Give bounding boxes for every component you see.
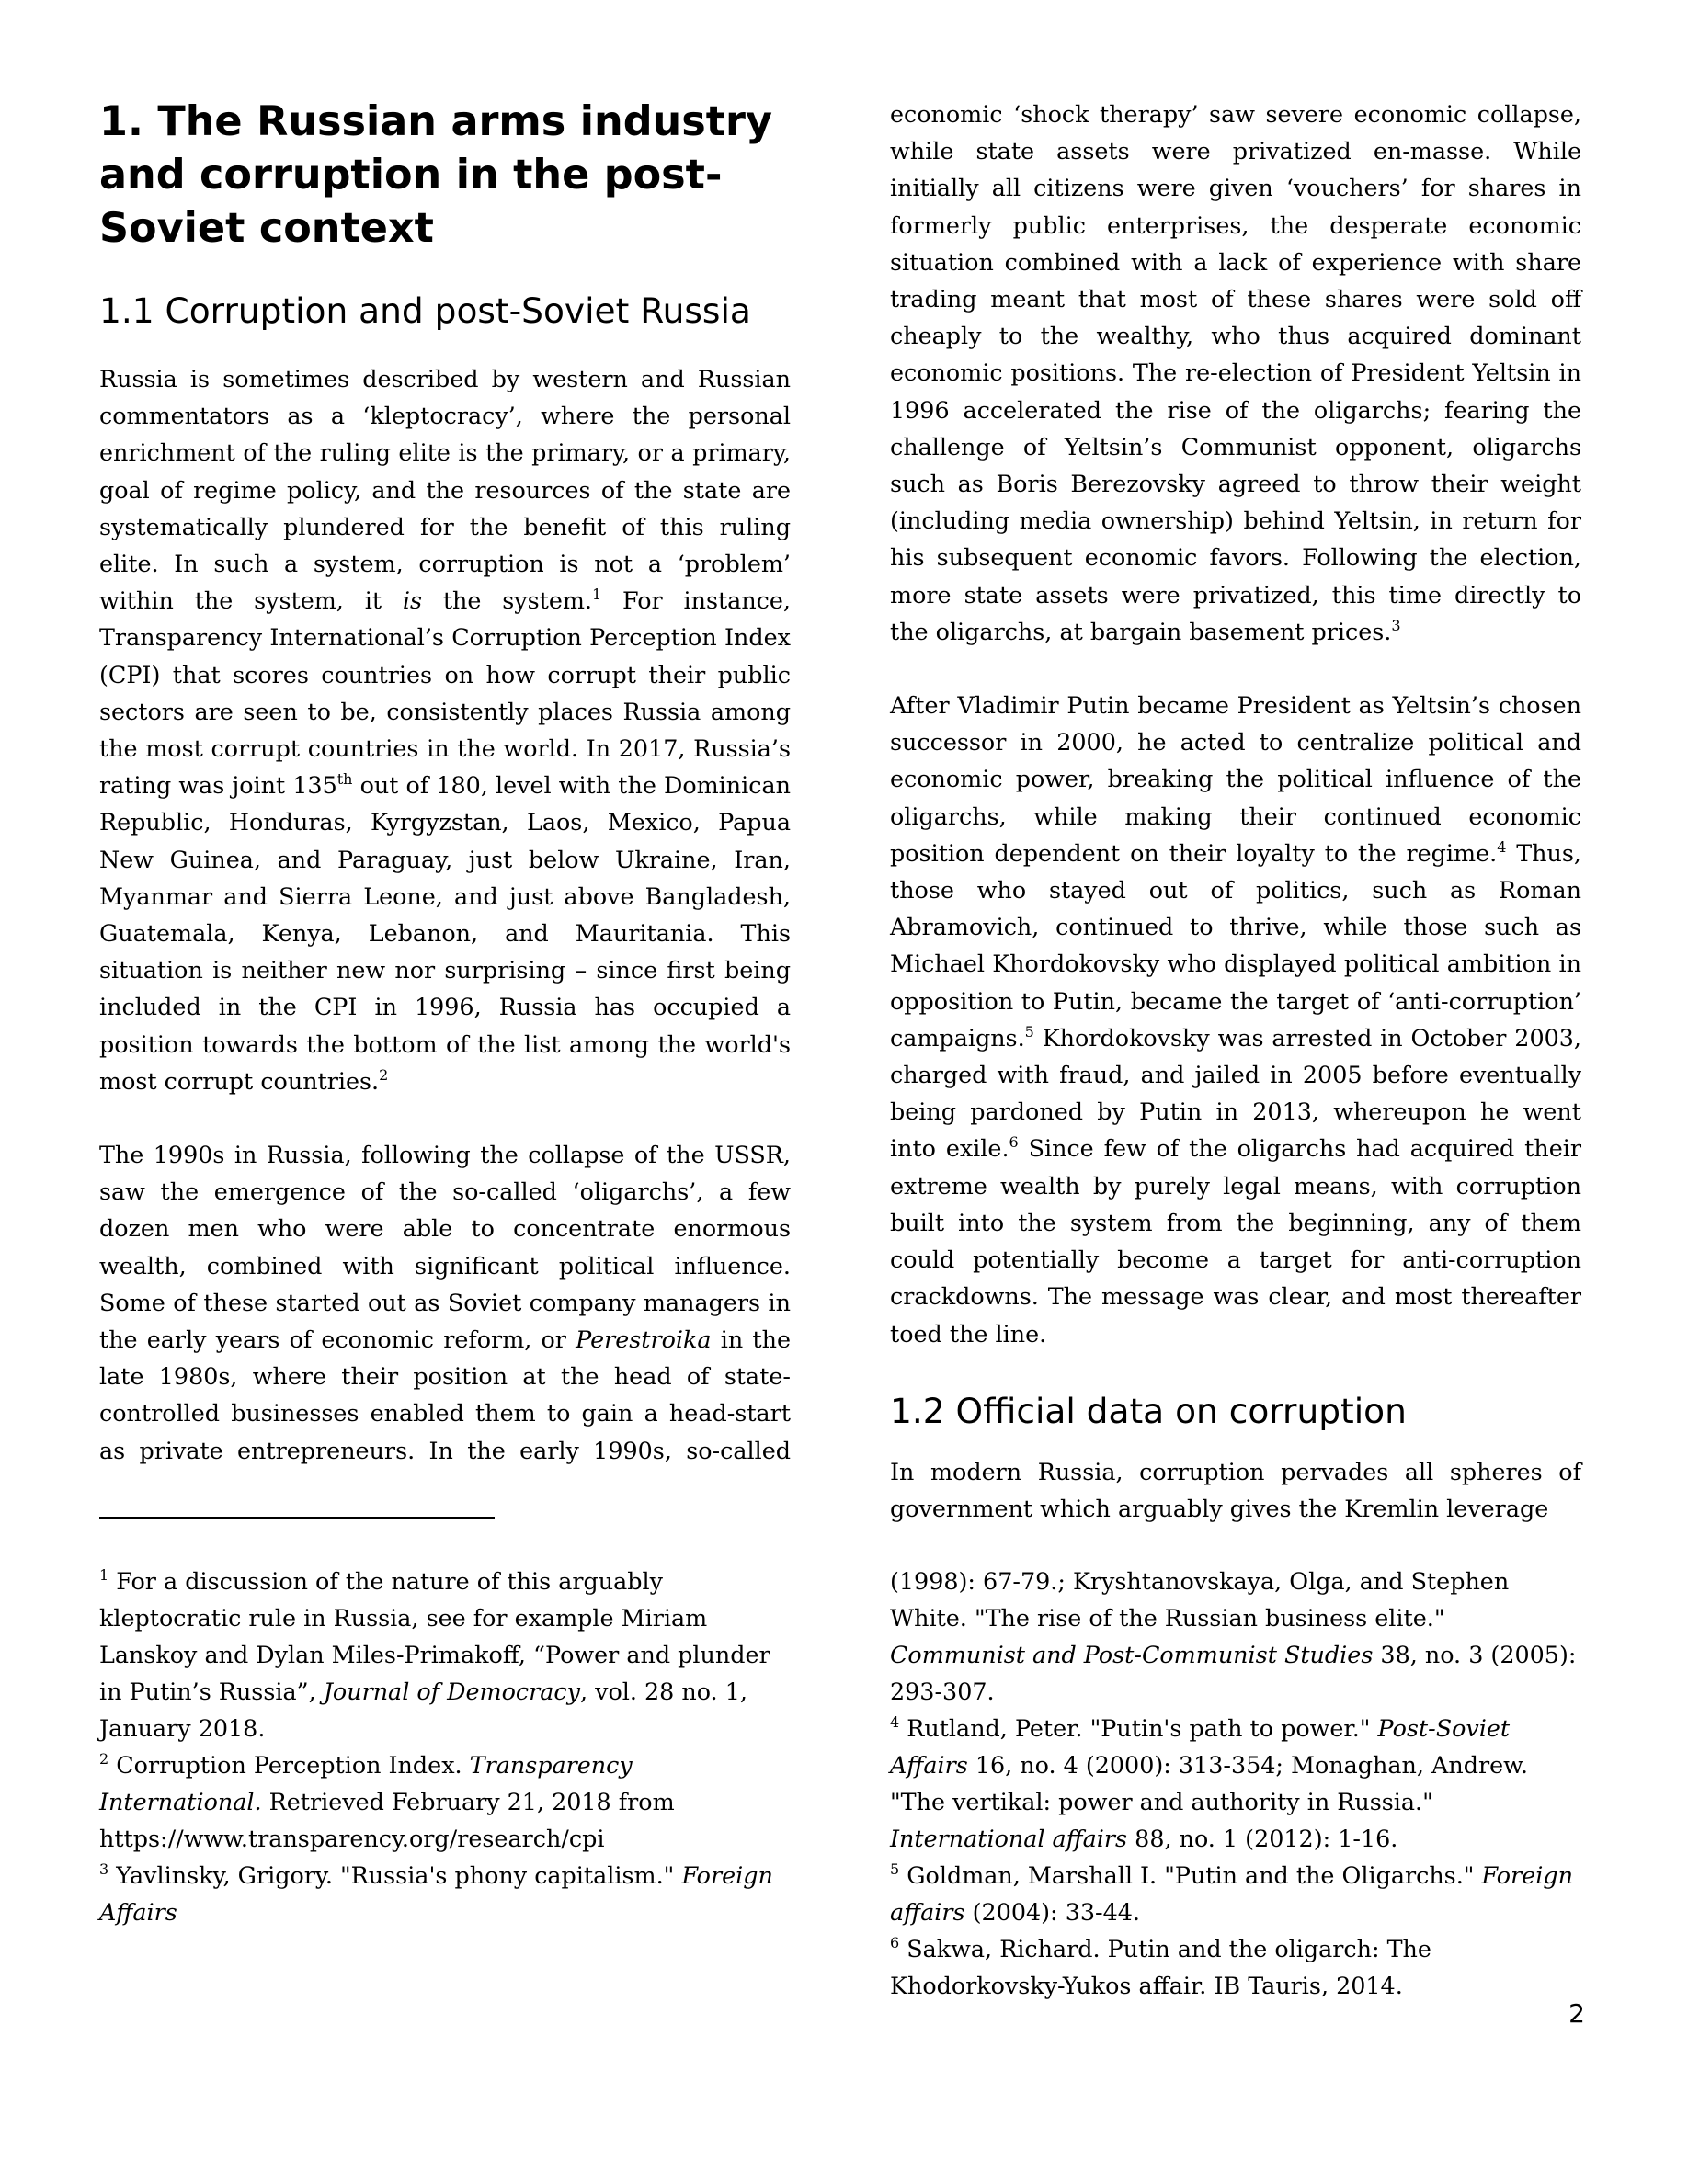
footnote-text: 88, no. 1 (2012): 1-16.: [1127, 1825, 1398, 1852]
paragraph-text: Thus, those who stayed out of politics, such as Roman Abramovich, continued to thrive, while those such as Michael Khordokovsky who displayed political ambition in opposition to Putin, became the target of ‘anti-corruption’ campaigns.: [890, 838, 1581, 1052]
right-column: [890, 96, 1581, 1527]
emphasis-text: Perestroika: [576, 1325, 712, 1354]
footnote-ref-2[interactable]: 2: [379, 1065, 389, 1084]
footnote-ref-1[interactable]: 1: [592, 586, 602, 604]
footnote-text: 16, no. 4 (2000): 313-354; Monaghan, Andrew. "The vertikal: power and authority in Russia.": [890, 1751, 1528, 1815]
paragraph-text: The 1990s in Russia, following the collapse of the USSR, saw the emergence of the so-called ‘oligarchs’, a few dozen men who were able to concentrate enormous wealth, combined with significant political influence. Some of these started out as Soviet company managers in the early years of economic reform, or: [99, 1141, 791, 1354]
footnote-text-with-link[interactable]: Retrieved February 21, 2018 from https://www.transparency.org/research/cpi: [99, 1788, 675, 1852]
page-number: 2: [1568, 1998, 1585, 2029]
footnote-text: Rutland, Peter. "Putin's path to power.": [899, 1714, 1378, 1742]
footnote-ref-5[interactable]: 5: [1024, 1022, 1034, 1041]
footnote-number: 1: [99, 1566, 109, 1584]
footnotes-right: [890, 1563, 1581, 2004]
footnote-1: [99, 1563, 791, 1746]
paragraph-text: Since few of the oligarchs had acquired their extreme wealth by purely legal means, with corruption built into the system from the beginning, any of them could potentially become a target for anti-corruption crackdowns. The message was clear, and most thereafter toed the line.: [890, 1134, 1581, 1348]
paragraph-text: Russia is sometimes described by western and Russian commentators as a ‘kleptocracy’, where the personal enrichment of the ruling elite is the primary, or a primary, goal of regime policy, and the resources of the state are systematically plundered for the benefit of this ruling elite. In such a system, corruption is not a ‘problem’ within the system, it: [99, 365, 791, 615]
footnote-3-continued: [890, 1563, 1581, 1710]
footnote-number: 3: [99, 1860, 109, 1878]
footnote-italic: Journal of Democracy: [323, 1678, 580, 1705]
left-column: [99, 96, 791, 1506]
footnote-text: (1998): 67-79.; Kryshtanovskaya, Olga, and Stephen White. "The rise of the Russian business elite.": [890, 1567, 1510, 1632]
paragraph-text: in the late 1980s, where their position at the head of state-controlled businesses enabled them to gain a head-start as private entrepreneurs. In the early 1990s, so-called: [99, 1325, 791, 1464]
footnote-6: [890, 1930, 1581, 2004]
paragraph-text: out of 180, level with the Dominican Republic, Honduras, Kyrgyzstan, Laos, Mexico, Papua New Guinea, and Paraguay, just below Ukraine, Iran, Myanmar and Sierra Leone, and just above Bangladesh, Guatemala, Kenya, Lebanon, and Mauritania. This situation is neither new nor surprising – since first being included in the CPI in 1996, Russia has occupied a position towards the bottom of the list among the world's most corrupt countries.: [99, 771, 791, 1095]
emphasis-text: is: [402, 586, 422, 615]
footnote-text: 38, no. 3 (2005): 293-307.: [890, 1641, 1577, 1705]
footnote-2: [99, 1746, 791, 1857]
paragraph-text: After Vladimir Putin became President as Yeltsin’s chosen successor in 2000, he acted to centralize political and economic power, breaking the political influence of the oligarchs, while making their continued economic position dependent on their loyalty to the regime.: [890, 691, 1581, 867]
footnote-5: [890, 1857, 1581, 1930]
footnote-3: [99, 1857, 791, 1930]
paragraph-text: economic ‘shock therapy’ saw severe economic collapse, while state assets were privatized en-masse. While initially all citizens were given ‘vouchers’ for shares in formerly public enterprises, the desperate economic situation combined with a lack of experience with share trading meant that most of these shares were sold off cheaply to the wealthy, who thus acquired dominant economic positions. The re-election of President Yeltsin in 1996 accelerated the rise of the oligarchs; fearing the challenge of Yeltsin’s Communist opponent, oligarchs such as Boris Berezovsky agreed to throw their weight (including media ownership) behind Yeltsin, in return for his subsequent economic favors. Following the election, more state assets were privatized, this time directly to the oligarchs, at bargain basement prices.: [890, 100, 1581, 645]
footnote-ref-4[interactable]: 4: [1497, 837, 1507, 856]
paragraph-text: Khordokovsky was arrested in October 2003, charged with fraud, and jailed in 2005 before eventually being pardoned by Putin in 2013, whereupon he went into exile.: [890, 1023, 1581, 1163]
footnote-italic: Foreign affairs: [890, 1861, 1573, 1926]
ordinal-suffix: th: [336, 770, 353, 789]
footnote-italic: Foreign Affairs: [99, 1861, 773, 1926]
paragraph-modern-russia: In modern Russia, corruption pervades all spheres of government which arguably gives the Kremlin leverage: [890, 1457, 1581, 1522]
footnotes-left: [99, 1563, 791, 1930]
paragraph-oligarchs-1990s: [99, 1136, 791, 1469]
footnote-text: Sakwa, Richard. Putin and the oligarch: The Khodorkovsky-Yukos affair. IB Tauris, 2014.: [890, 1935, 1431, 1999]
footnote-italic: Post-Soviet Affairs: [890, 1714, 1511, 1779]
footnote-text: Yavlinsky, Grigory. "Russia's phony capitalism.": [108, 1861, 682, 1889]
footnote-text: Corruption Perception Index.: [108, 1751, 470, 1779]
footnote-italic: International affairs: [890, 1825, 1128, 1852]
paragraph-putin-centralization: [890, 687, 1581, 1352]
paragraph-kleptocracy: [99, 360, 791, 1099]
footnote-text: Goldman, Marshall I. "Putin and the Oligarchs.": [899, 1861, 1482, 1889]
footnote-italic: Communist and Post-Communist Studies: [890, 1641, 1374, 1668]
paragraph-text: For instance, Transparency International’s Corruption Perception Index (CPI) that scores countries on how corrupt their public sectors are seen to be, consistently places Russia among the most corrupt countries in the world. In 2017, Russia’s rating was joint 135: [99, 586, 791, 800]
footnote-text: For a discussion of the nature of this arguably kleptocratic rule in Russia, see for example Miriam Lanskoy and Dylan Miles-Primakoff, “Power and plunder in Putin’s Russia”,: [99, 1567, 770, 1705]
footnote-number: 5: [890, 1860, 900, 1878]
footnote-separator: [99, 1517, 495, 1519]
footnote-ref-6[interactable]: 6: [1009, 1133, 1019, 1152]
footnote-number: 6: [890, 1934, 900, 1951]
paragraph-oligarchs-1990s-continued: [890, 96, 1581, 650]
footnote-italic: Transparency International.: [99, 1751, 633, 1815]
footnote-number: 2: [99, 1750, 109, 1768]
subsection-heading-corruption-post-soviet: 1.1 Corruption and post-Soviet Russia: [99, 290, 751, 331]
paragraph-text: the system.: [422, 586, 592, 615]
footnote-number: 4: [890, 1713, 900, 1731]
footnote-ref-3[interactable]: 3: [1391, 616, 1401, 634]
footnote-4: [890, 1710, 1581, 1857]
footnote-text: , vol. 28 no. 1, January 2018.: [99, 1678, 747, 1742]
footnote-text: (2004): 33-44.: [964, 1898, 1140, 1926]
subsection-heading-official-data: 1.2 Official data on corruption: [890, 1390, 1407, 1431]
section-heading: 1. The Russian arms industry and corruption in the post-Soviet context: [99, 98, 772, 252]
